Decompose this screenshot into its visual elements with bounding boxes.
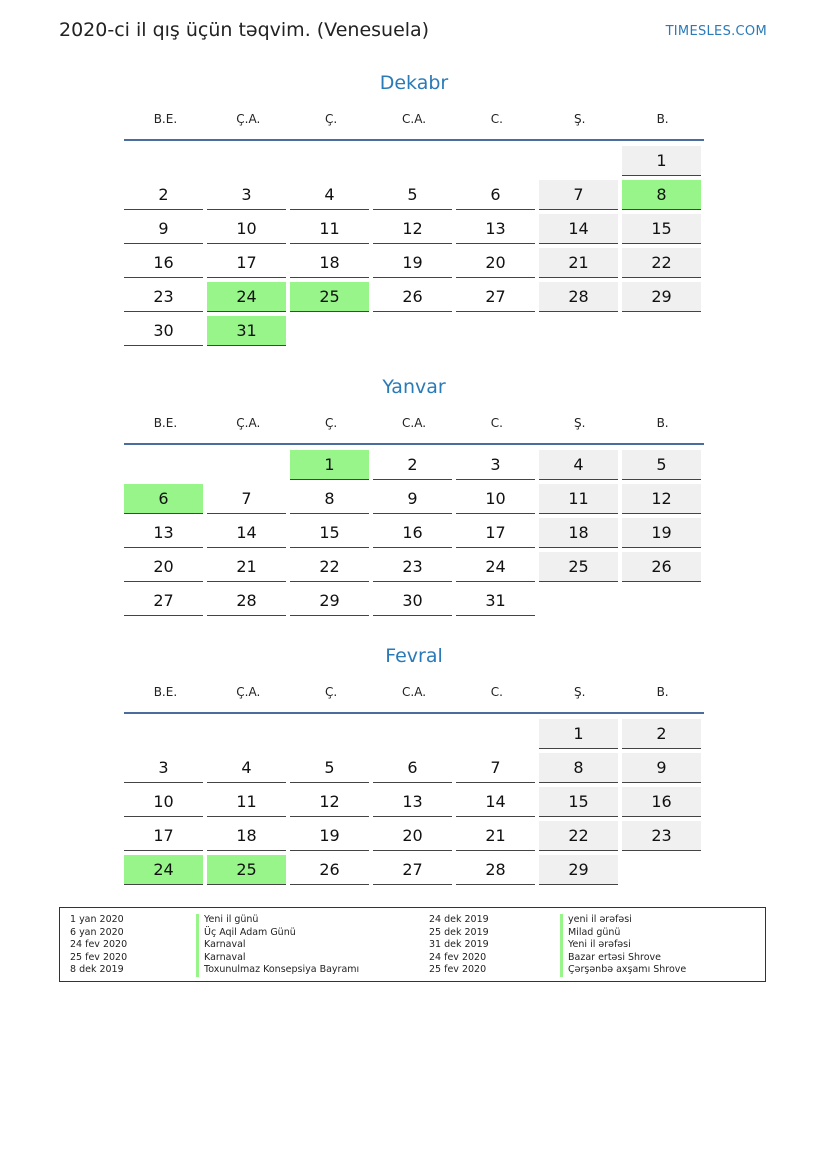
empty-cell [456,146,535,176]
day-cell: 2 [373,450,452,480]
day-cell: 17 [124,821,203,851]
weekday-label: Ş. [574,416,586,430]
weekday-label: C.A. [402,685,427,699]
holiday-day-cell: 24 [124,855,203,885]
day-cell: 11 [290,214,369,244]
day-cell: 2 [622,719,701,749]
weekday-label: Ç.A. [236,685,261,699]
day-grid [124,450,704,616]
day-cell: 28 [207,586,286,616]
weekday-label: Ç. [325,112,338,126]
day-cell: 11 [539,484,618,514]
day-cell: 16 [622,787,701,817]
empty-cell [124,146,203,176]
holiday-name: Çərşənbə axşamı Shrove [560,964,686,977]
holiday-name: Yeni il ərəfəsi [560,939,686,952]
empty-cell [373,719,452,749]
day-cell: 14 [207,518,286,548]
day-cell: 5 [622,450,701,480]
day-cell: 17 [456,518,535,548]
day-cell: 7 [456,753,535,783]
day-cell: 9 [622,753,701,783]
holiday-legend [59,907,766,982]
holiday-name: Bazar ertəsi Shrove [560,952,686,965]
day-cell: 15 [539,787,618,817]
month-name: Dekabr [379,72,449,94]
empty-cell [539,146,618,176]
empty-cell [290,146,369,176]
day-cell: 5 [373,180,452,210]
empty-cell [207,719,286,749]
holiday-date: 6 yan 2020 [70,926,124,938]
day-cell: 4 [290,180,369,210]
day-cell: 1 [539,719,618,749]
day-cell: 22 [622,248,701,278]
day-cell: 21 [207,552,286,582]
holiday-name: Karnaval [196,952,359,965]
holiday-date: 24 dek 2019 [429,914,489,925]
empty-cell [207,450,286,480]
day-cell: 18 [290,248,369,278]
day-cell: 4 [207,753,286,783]
day-cell: 22 [539,821,618,851]
holiday-name: Yeni il günü [196,914,359,927]
holiday-date: 24 fev 2020 [70,939,128,951]
empty-cell [290,719,369,749]
day-cell: 13 [373,787,452,817]
day-cell: 28 [456,855,535,885]
weekday-label: B.E. [153,416,178,430]
day-cell: 22 [290,552,369,582]
day-cell: 28 [539,282,618,312]
header-divider [124,712,704,714]
day-cell: 2 [124,180,203,210]
day-cell: 31 [456,586,535,616]
day-cell: 27 [373,855,452,885]
day-cell: 6 [456,180,535,210]
day-cell: 10 [456,484,535,514]
holiday-name: Üç Aqil Adam Günü [196,927,359,940]
day-cell: 3 [207,180,286,210]
weekday-label: Ş. [574,685,586,699]
day-cell: 20 [456,248,535,278]
empty-cell [373,146,452,176]
weekday-label: Ç. [325,416,338,430]
day-cell: 9 [373,484,452,514]
weekday-label: C.A. [402,112,427,126]
day-cell: 25 [539,552,618,582]
day-grid [124,146,704,346]
holiday-day-cell: 25 [207,855,286,885]
day-cell: 6 [373,753,452,783]
day-cell: 27 [124,586,203,616]
weekday-label: B.E. [153,112,178,126]
weekday-label: C. [490,416,503,430]
day-cell: 14 [456,787,535,817]
day-cell: 29 [622,282,701,312]
weekday-label: C.A. [402,416,427,430]
day-cell: 29 [290,586,369,616]
weekday-label: B. [656,685,669,699]
empty-cell [124,450,203,480]
weekday-label: Ç.A. [236,112,261,126]
holiday-name: Toxunulmaz Konsepsiya Bayramı [196,964,359,977]
day-cell: 8 [290,484,369,514]
day-cell: 23 [124,282,203,312]
day-cell: 12 [373,214,452,244]
month-name: Fevral [385,645,443,667]
day-cell: 11 [207,787,286,817]
empty-cell [456,719,535,749]
day-cell: 12 [290,787,369,817]
day-cell: 18 [207,821,286,851]
holiday-day-cell: 8 [622,180,701,210]
day-cell: 19 [373,248,452,278]
day-cell: 13 [456,214,535,244]
page-title: 2020-ci il qış üçün təqvim. (Venesuela) [59,19,430,41]
day-cell: 21 [539,248,618,278]
day-cell: 3 [124,753,203,783]
day-cell: 23 [622,821,701,851]
day-cell: 5 [290,753,369,783]
day-cell: 18 [539,518,618,548]
day-cell: 3 [456,450,535,480]
day-cell: 15 [290,518,369,548]
day-cell: 24 [456,552,535,582]
day-cell: 10 [124,787,203,817]
day-cell: 29 [539,855,618,885]
day-cell: 8 [539,753,618,783]
day-cell: 30 [373,586,452,616]
day-cell: 17 [207,248,286,278]
day-cell: 23 [373,552,452,582]
weekday-header [124,403,704,443]
day-cell: 4 [539,450,618,480]
holiday-day-cell: 25 [290,282,369,312]
weekday-label: B.E. [153,685,178,699]
holiday-day-cell: 6 [124,484,203,514]
header-divider [124,139,704,141]
header-divider [124,443,704,445]
day-cell: 19 [622,518,701,548]
holiday-date: 25 dek 2019 [429,926,489,938]
holiday-day-cell: 31 [207,316,286,346]
day-cell: 30 [124,316,203,346]
day-cell: 26 [290,855,369,885]
weekday-header [124,672,704,712]
day-cell: 13 [124,518,203,548]
month-december [124,67,704,346]
month-february [124,640,704,885]
weekday-label: Ç.A. [236,416,261,430]
month-name: Yanvar [382,376,446,398]
holiday-date: 24 fev 2020 [429,951,487,963]
holiday-name: Karnaval [196,939,359,952]
day-cell: 12 [622,484,701,514]
holiday-date: 25 fev 2020 [70,951,128,963]
day-cell: 19 [290,821,369,851]
day-cell: 26 [622,552,701,582]
empty-cell [207,146,286,176]
month-january [124,371,704,616]
weekday-label: C. [490,112,503,126]
day-cell: 20 [373,821,452,851]
holiday-day-cell: 1 [290,450,369,480]
weekday-label: Ş. [574,112,586,126]
weekday-header [124,99,704,139]
day-cell: 1 [622,146,701,176]
day-cell: 7 [207,484,286,514]
day-cell: 16 [124,248,203,278]
day-cell: 21 [456,821,535,851]
day-cell: 26 [373,282,452,312]
brand-link[interactable]: TIMESLES.COM [665,24,767,39]
day-cell: 27 [456,282,535,312]
day-cell: 16 [373,518,452,548]
weekday-label: B. [656,416,669,430]
weekday-label: B. [656,112,669,126]
holiday-date: 8 dek 2019 [70,964,124,976]
holiday-date: 25 fev 2020 [429,964,487,976]
holiday-name: yeni il ərəfəsi [560,914,686,927]
day-cell: 15 [622,214,701,244]
holiday-day-cell: 24 [207,282,286,312]
day-cell: 10 [207,214,286,244]
day-cell: 14 [539,214,618,244]
weekday-label: C. [490,685,503,699]
day-cell: 7 [539,180,618,210]
day-grid [124,719,704,885]
weekday-label: Ç. [325,685,338,699]
holiday-name: Milad günü [560,927,686,940]
empty-cell [124,719,203,749]
holiday-date: 31 dek 2019 [429,939,489,951]
holiday-date: 1 yan 2020 [70,914,124,925]
day-cell: 9 [124,214,203,244]
day-cell: 20 [124,552,203,582]
